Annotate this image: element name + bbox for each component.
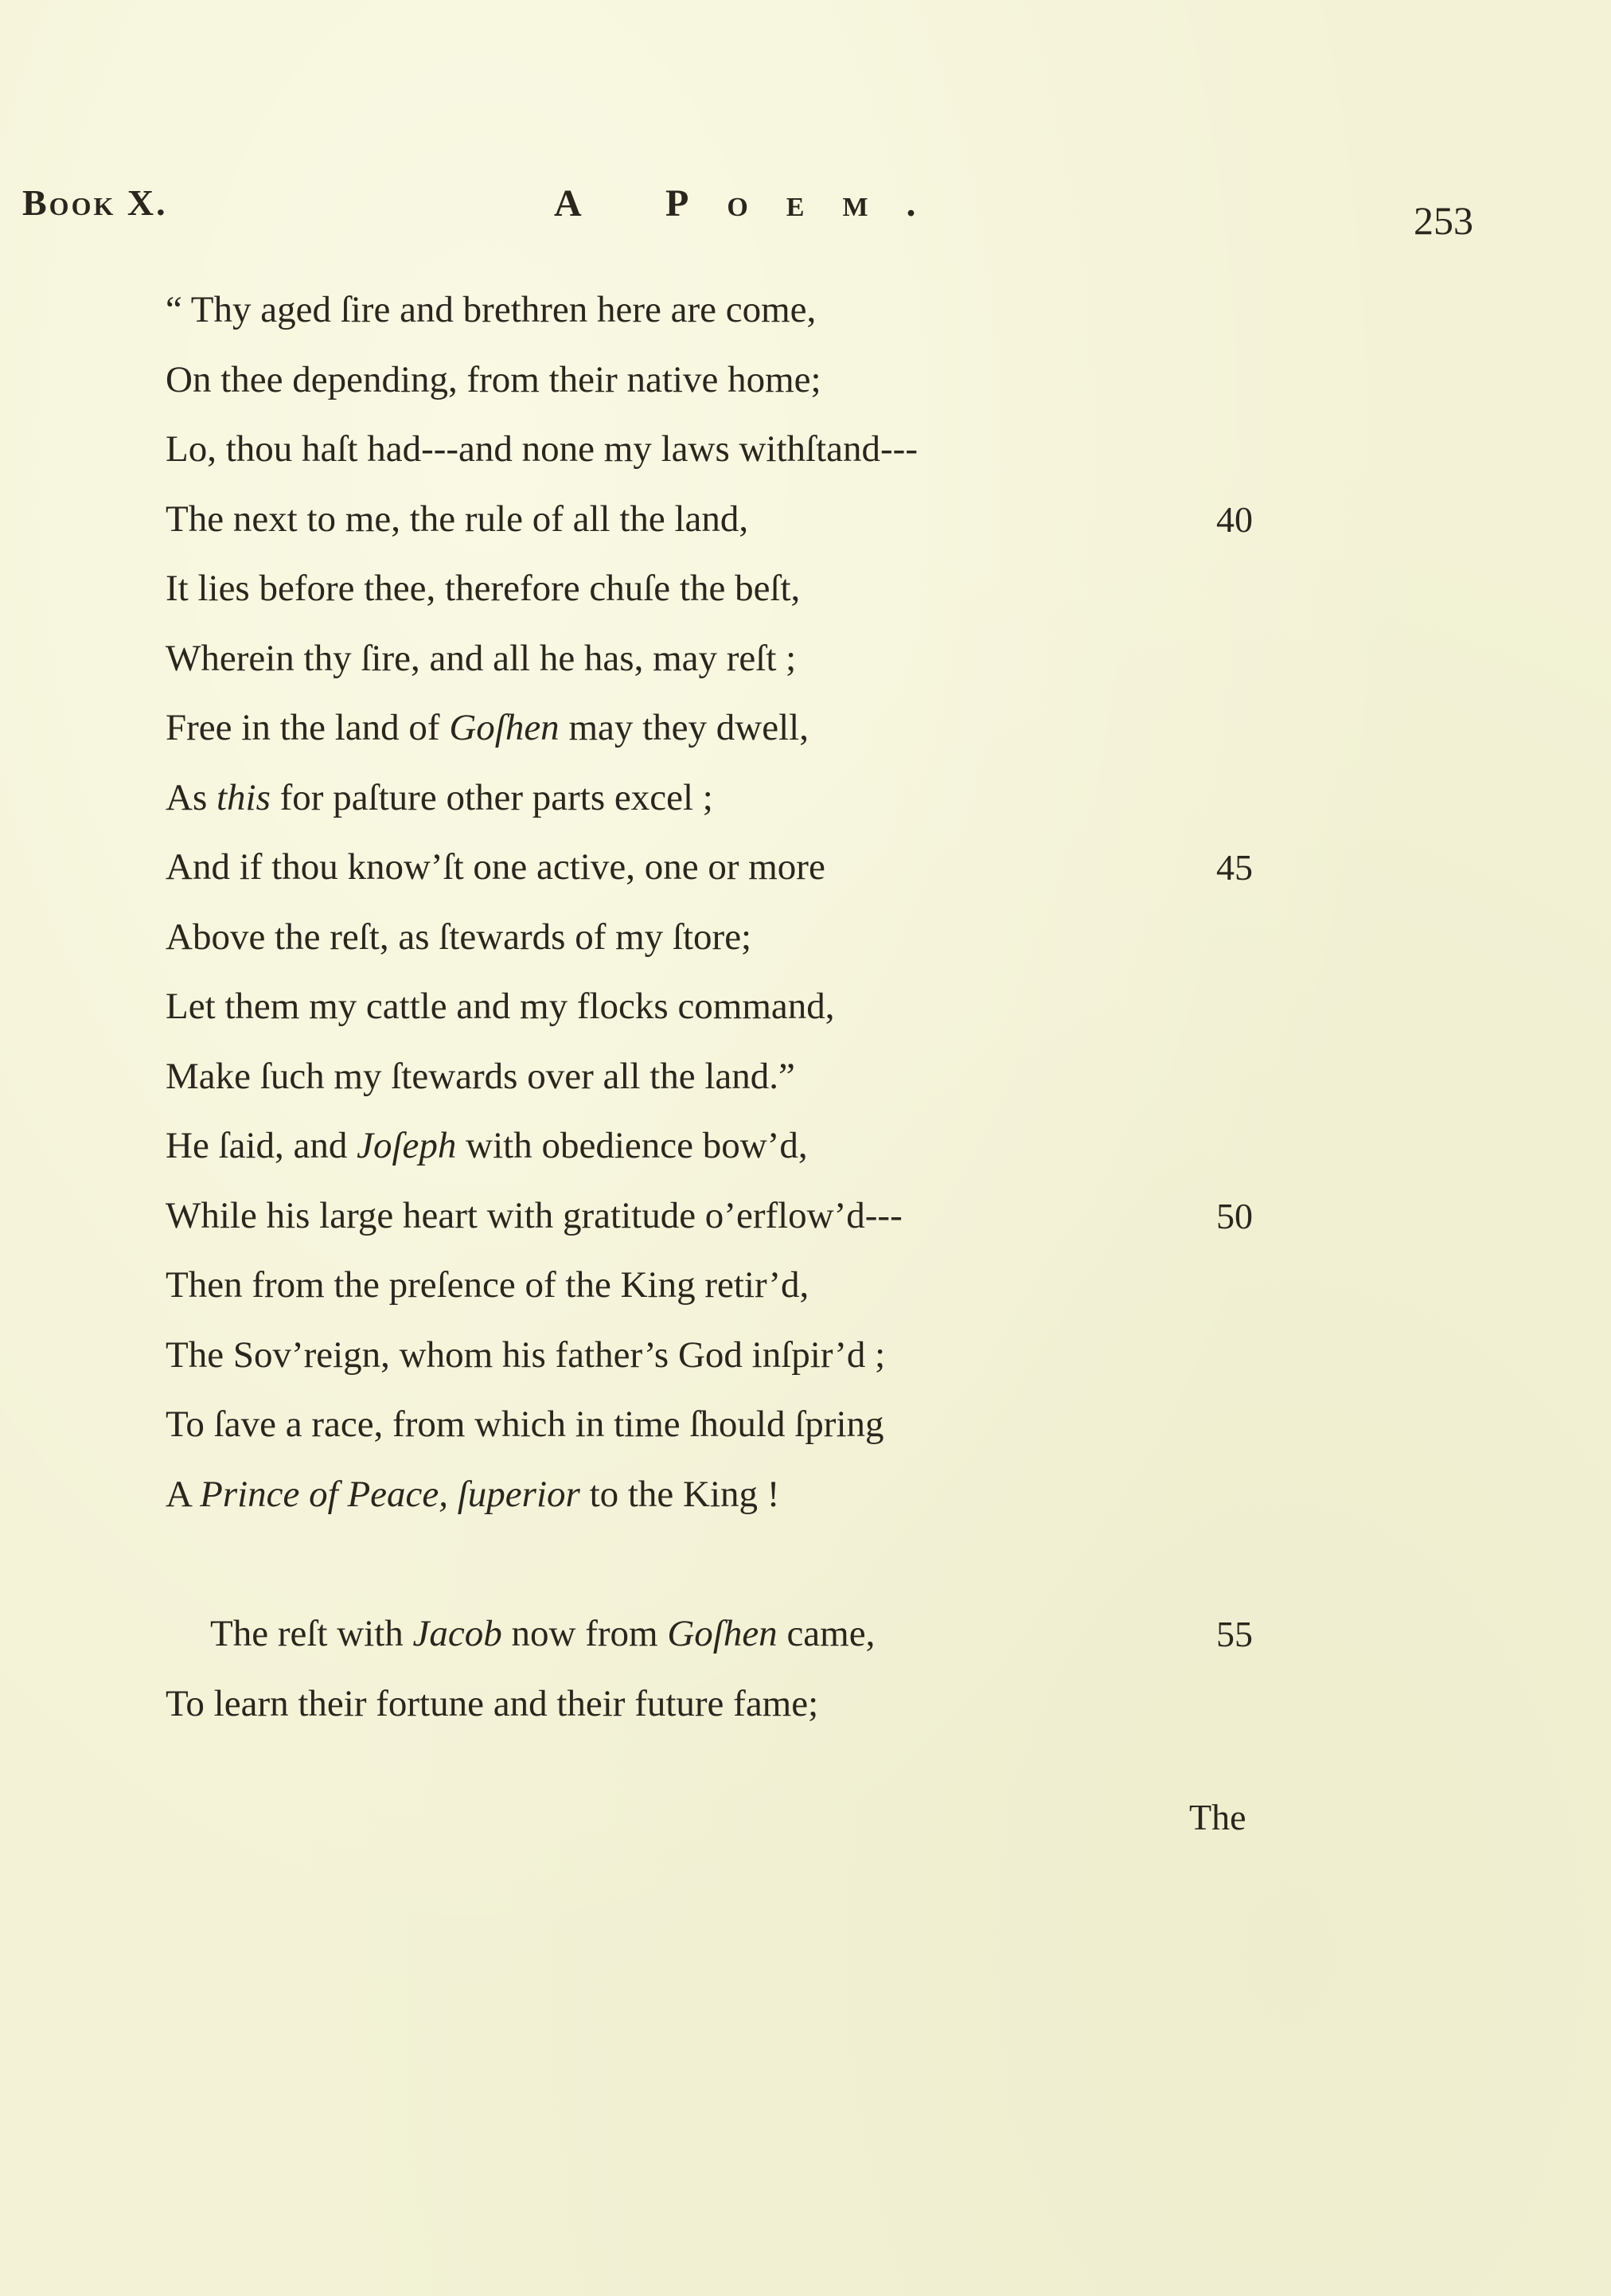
line-text: It lies before thee, therefore chuſe the beſt,: [166, 568, 801, 609]
line-text: Make ſuch my ſtewards over all the land.”: [166, 1055, 795, 1097]
line-text: may they dwell,: [559, 707, 809, 748]
line-text: As: [166, 776, 216, 818]
running-header: [22, 182, 1563, 243]
poem-line: [166, 903, 1359, 973]
line-text: And if thou know’ſt one active, one or more: [166, 846, 825, 888]
line-text: “ Thy aged ſire and brethren here are come,: [166, 289, 817, 330]
poem-line: [166, 415, 1359, 485]
line-text: To ſave a race, from which in time ſhould ſpring: [166, 1404, 884, 1445]
line-number: 55: [1216, 1614, 1253, 1654]
line-text: came,: [777, 1613, 876, 1654]
poem-line: [166, 346, 1359, 416]
poem-line: [166, 1599, 1359, 1669]
italic-text: Prince of Peace, ſuperior: [200, 1473, 580, 1515]
poem-line: [166, 554, 1359, 624]
line-text: The next to me, the rule of all the land,: [166, 498, 749, 540]
italic-text: Jacob: [412, 1613, 502, 1654]
line-text: A: [166, 1473, 201, 1515]
line-text: for paſture other parts excel ;: [270, 776, 713, 818]
line-text: Free in the land of: [166, 707, 450, 748]
line-text: Lo, thou haſt had---and none my laws withſtand---: [166, 428, 918, 470]
poem-line: [166, 693, 1359, 763]
poem-line: [166, 1390, 1359, 1460]
line-text: To learn their fortune and their future fame;: [166, 1682, 819, 1724]
catchword: The: [1189, 1797, 1246, 1837]
poem-line: [166, 1321, 1359, 1391]
line-text: He ſaid, and: [166, 1125, 357, 1166]
book-label: Book X.: [22, 182, 168, 223]
poem-line: [166, 1460, 1359, 1530]
line-text: Above the reſt, as ſtewards of my ſtore;: [166, 916, 752, 958]
poem-line: [166, 1669, 1359, 1740]
italic-text: Joſeph: [357, 1125, 457, 1166]
poem-line: [166, 763, 1359, 834]
poem-line: [166, 1251, 1359, 1321]
line-text: with obedience bow’d,: [456, 1125, 808, 1166]
line-number: 45: [1216, 847, 1253, 888]
line-text: Wherein thy ſire, and all he has, may reſt ;: [166, 637, 797, 679]
poem-line: [166, 1181, 1359, 1251]
running-title: A Poem.: [554, 182, 954, 225]
poem-line: [166, 624, 1359, 694]
poem-line: [166, 972, 1359, 1042]
poem-text: [166, 275, 1359, 1739]
poem-line: [166, 485, 1359, 555]
line-text: Then from the preſence of the King retir’d,: [166, 1264, 809, 1306]
line-number: 40: [1216, 498, 1253, 540]
line-text: The reſt with: [210, 1613, 413, 1654]
line-text: to the King !: [579, 1473, 780, 1515]
italic-text: this: [216, 776, 271, 818]
page-number: 253: [1414, 198, 1473, 243]
line-text: On thee depending, from their native home;: [166, 358, 821, 400]
line-text: now from: [501, 1613, 668, 1654]
poem-line: [166, 833, 1359, 903]
line-text: The Sov’reign, whom his father’s God inſpir’d ;: [166, 1333, 886, 1376]
line-number: 50: [1216, 1195, 1253, 1236]
italic-text: Goſhen: [667, 1613, 778, 1654]
line-text: Let them my cattle and my flocks command,: [166, 986, 835, 1027]
line-text: While his large heart with gratitude o’erflow’d---: [166, 1194, 903, 1236]
poem-line: [166, 1111, 1359, 1181]
italic-text: Goſhen: [449, 707, 560, 748]
poem-line: [166, 1042, 1359, 1112]
poem-line: [166, 275, 1359, 346]
